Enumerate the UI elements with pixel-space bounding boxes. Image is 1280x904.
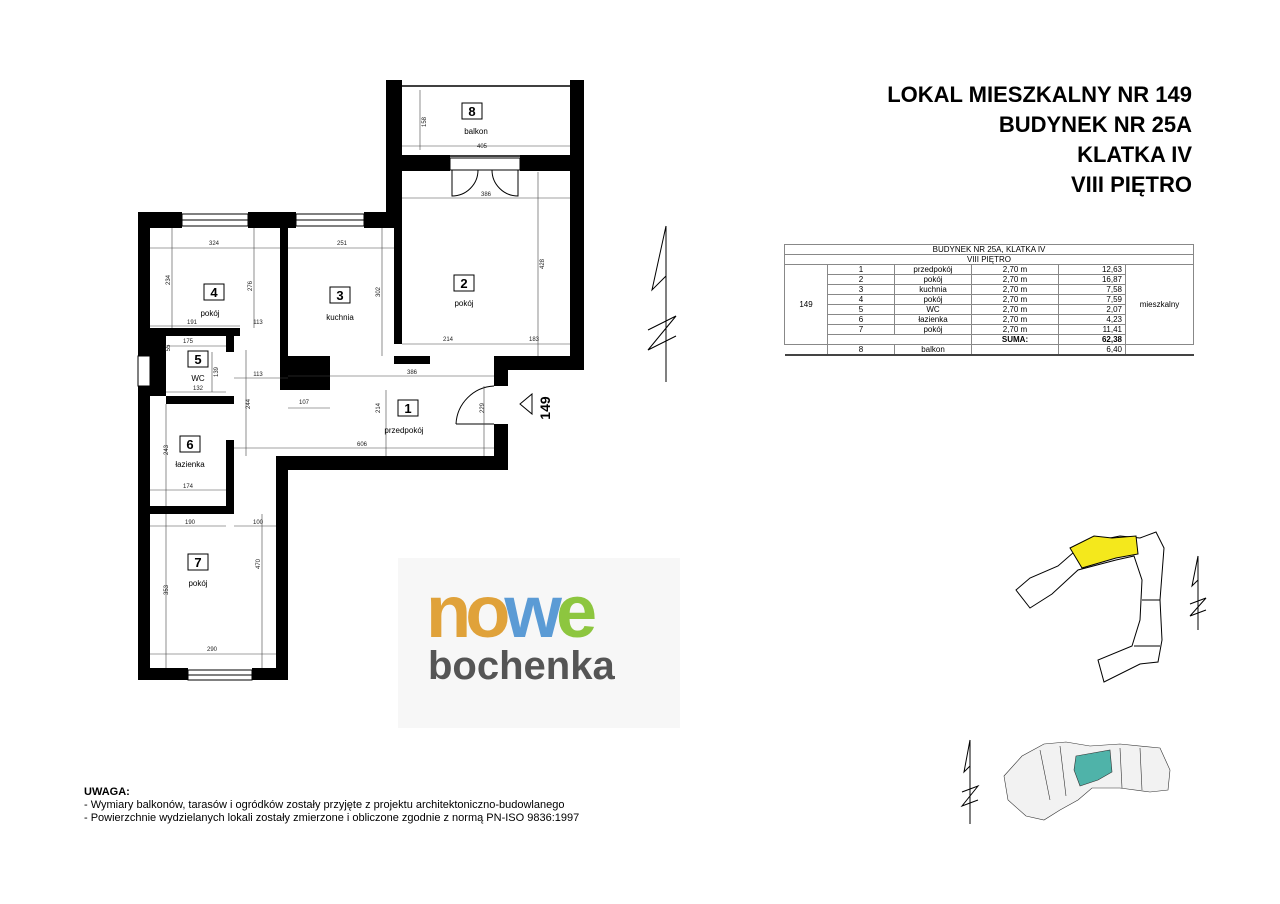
note-heading: UWAGA: — [84, 786, 130, 798]
row-height: 2,70 m — [972, 265, 1059, 275]
north-arrow-icon — [1190, 556, 1206, 630]
row-name: łazienka — [895, 315, 972, 325]
balcony-row — [785, 345, 1194, 356]
sum-label: SUMA: — [972, 335, 1059, 345]
unit-cell: 149 — [785, 265, 828, 345]
row-height: 2,70 m — [972, 325, 1059, 335]
table-header: BUDYNEK NR 25A, KLATKA IV — [785, 245, 1194, 255]
dim-label: 107 — [298, 400, 310, 406]
dim-label: 276 — [248, 280, 254, 292]
row-height: 2,70 m — [972, 315, 1059, 325]
row-area: 2,07 — [1059, 305, 1126, 315]
dim-label: 234 — [166, 274, 172, 286]
room-7-number: 7 — [194, 555, 202, 570]
row-num: 6 — [828, 315, 895, 325]
dim-label: 244 — [246, 398, 252, 410]
row-area: 16,87 — [1059, 275, 1126, 285]
room-3-name: kuchnia — [326, 313, 354, 322]
logo-letter: n — [426, 570, 466, 653]
room-4-name: pokój — [200, 309, 220, 318]
dim-label: 606 — [356, 442, 368, 448]
floor-key-plan — [1004, 742, 1170, 820]
dim-label: 100 — [252, 520, 264, 526]
row-num: 8 — [828, 345, 895, 356]
row-name: pokój — [895, 325, 972, 335]
type-cell: mieszkalny — [1126, 265, 1194, 345]
unit-marker — [520, 394, 553, 420]
dim-label: 55 — [166, 344, 172, 352]
sum-value: 62,38 — [1059, 335, 1126, 345]
row-name: WC — [895, 305, 972, 315]
unit-number-label: 149 — [537, 396, 553, 420]
dim-label: 175 — [182, 339, 194, 345]
dim-label: 386 — [406, 370, 418, 376]
dim-label: 470 — [256, 558, 262, 570]
balcony-door — [450, 158, 520, 196]
table-row — [785, 265, 1194, 275]
row-area: 6,40 — [1059, 345, 1126, 356]
area-table — [784, 244, 1194, 356]
row-num: 7 — [828, 325, 895, 335]
row-height: 2,70 m — [972, 295, 1059, 305]
row-area: 7,58 — [1059, 285, 1126, 295]
logo-word-nowe — [426, 572, 591, 652]
north-arrow-icon — [962, 740, 978, 824]
row-area: 12,63 — [1059, 265, 1126, 275]
dim-label: 214 — [442, 337, 454, 343]
row-height: 2,70 m — [972, 285, 1059, 295]
title-floor: VIII PIĘTRO — [1070, 172, 1192, 197]
dim-label: 243 — [164, 444, 170, 456]
room-7-name: pokój — [188, 579, 208, 588]
logo-word-bochenka: bochenka — [428, 644, 615, 688]
room-1-number: 1 — [404, 401, 412, 416]
row-area: 4,23 — [1059, 315, 1126, 325]
room-2-name: pokój — [454, 299, 474, 308]
building-site-plan — [1016, 532, 1164, 682]
room-6-name: łazienka — [175, 460, 205, 469]
dim-label: 183 — [528, 337, 540, 343]
dim-label: 353 — [164, 584, 170, 596]
dim-label: 113 — [253, 372, 263, 378]
title-block — [887, 80, 1192, 200]
row-num: 5 — [828, 305, 895, 315]
entrance-door — [456, 386, 494, 424]
row-name: pokój — [895, 275, 972, 285]
row-num: 4 — [828, 295, 895, 305]
dim-label: 174 — [182, 484, 194, 490]
dim-label: 132 — [192, 386, 204, 392]
dim-label: 386 — [480, 192, 492, 198]
north-arrow-icon — [648, 226, 676, 382]
logo-letter: w — [504, 570, 556, 653]
room-label-boxes — [180, 103, 482, 570]
dim-label: 191 — [186, 320, 198, 326]
row-height: 2,70 m — [972, 275, 1059, 285]
dim-label: 405 — [476, 144, 488, 150]
row-area: 11,41 — [1059, 325, 1126, 335]
title-staircase: KLATKA IV — [1077, 142, 1192, 167]
room-1-name: przedpokój — [384, 426, 424, 435]
row-num: 2 — [828, 275, 895, 285]
dim-label: 113 — [253, 320, 263, 326]
note-line: - Powierzchnie wydzielanych lokali zostały zmierzone i obliczone zgodnie z normą PN-ISO 9836:1997 — [84, 812, 580, 824]
dim-label: 428 — [540, 258, 546, 270]
room-4-number: 4 — [210, 285, 218, 300]
logo-letter: o — [465, 570, 505, 653]
room-8-name: balkon — [464, 127, 488, 136]
dim-label: 302 — [376, 286, 382, 298]
room-6-number: 6 — [186, 437, 194, 452]
dim-label: 290 — [206, 647, 218, 653]
dim-label: 214 — [376, 402, 382, 414]
row-num: 1 — [828, 265, 895, 275]
logo-letter: e — [555, 570, 592, 653]
table-subheader: VIII PIĘTRO — [785, 255, 1194, 265]
dim-label: 139 — [214, 366, 220, 378]
note-line: - Wymiary balkonów, tarasów i ogródków zostały przyjęte z projektu architektoniczno-budowlanego — [84, 799, 565, 811]
row-num: 3 — [828, 285, 895, 295]
brand-logo — [398, 558, 680, 728]
room-3-number: 3 — [336, 288, 344, 303]
dim-label: 190 — [184, 520, 196, 526]
dim-label: 251 — [336, 241, 348, 247]
row-area: 7,59 — [1059, 295, 1126, 305]
row-name: balkon — [895, 345, 972, 356]
room-8-number: 8 — [468, 104, 476, 119]
dim-label: 158 — [422, 116, 428, 128]
row-name: przedpokój — [895, 265, 972, 275]
row-name: pokój — [895, 295, 972, 305]
dim-label: 324 — [208, 241, 220, 247]
dim-label: 229 — [480, 402, 486, 414]
row-height: 2,70 m — [972, 305, 1059, 315]
notes — [84, 786, 579, 825]
room-5-number: 5 — [194, 352, 202, 367]
room-5-name: WC — [191, 374, 205, 383]
title-unit: LOKAL MIESZKALNY NR 149 — [887, 82, 1192, 107]
title-building: BUDYNEK NR 25A — [998, 112, 1192, 137]
room-2-number: 2 — [460, 276, 468, 291]
row-name: kuchnia — [895, 285, 972, 295]
